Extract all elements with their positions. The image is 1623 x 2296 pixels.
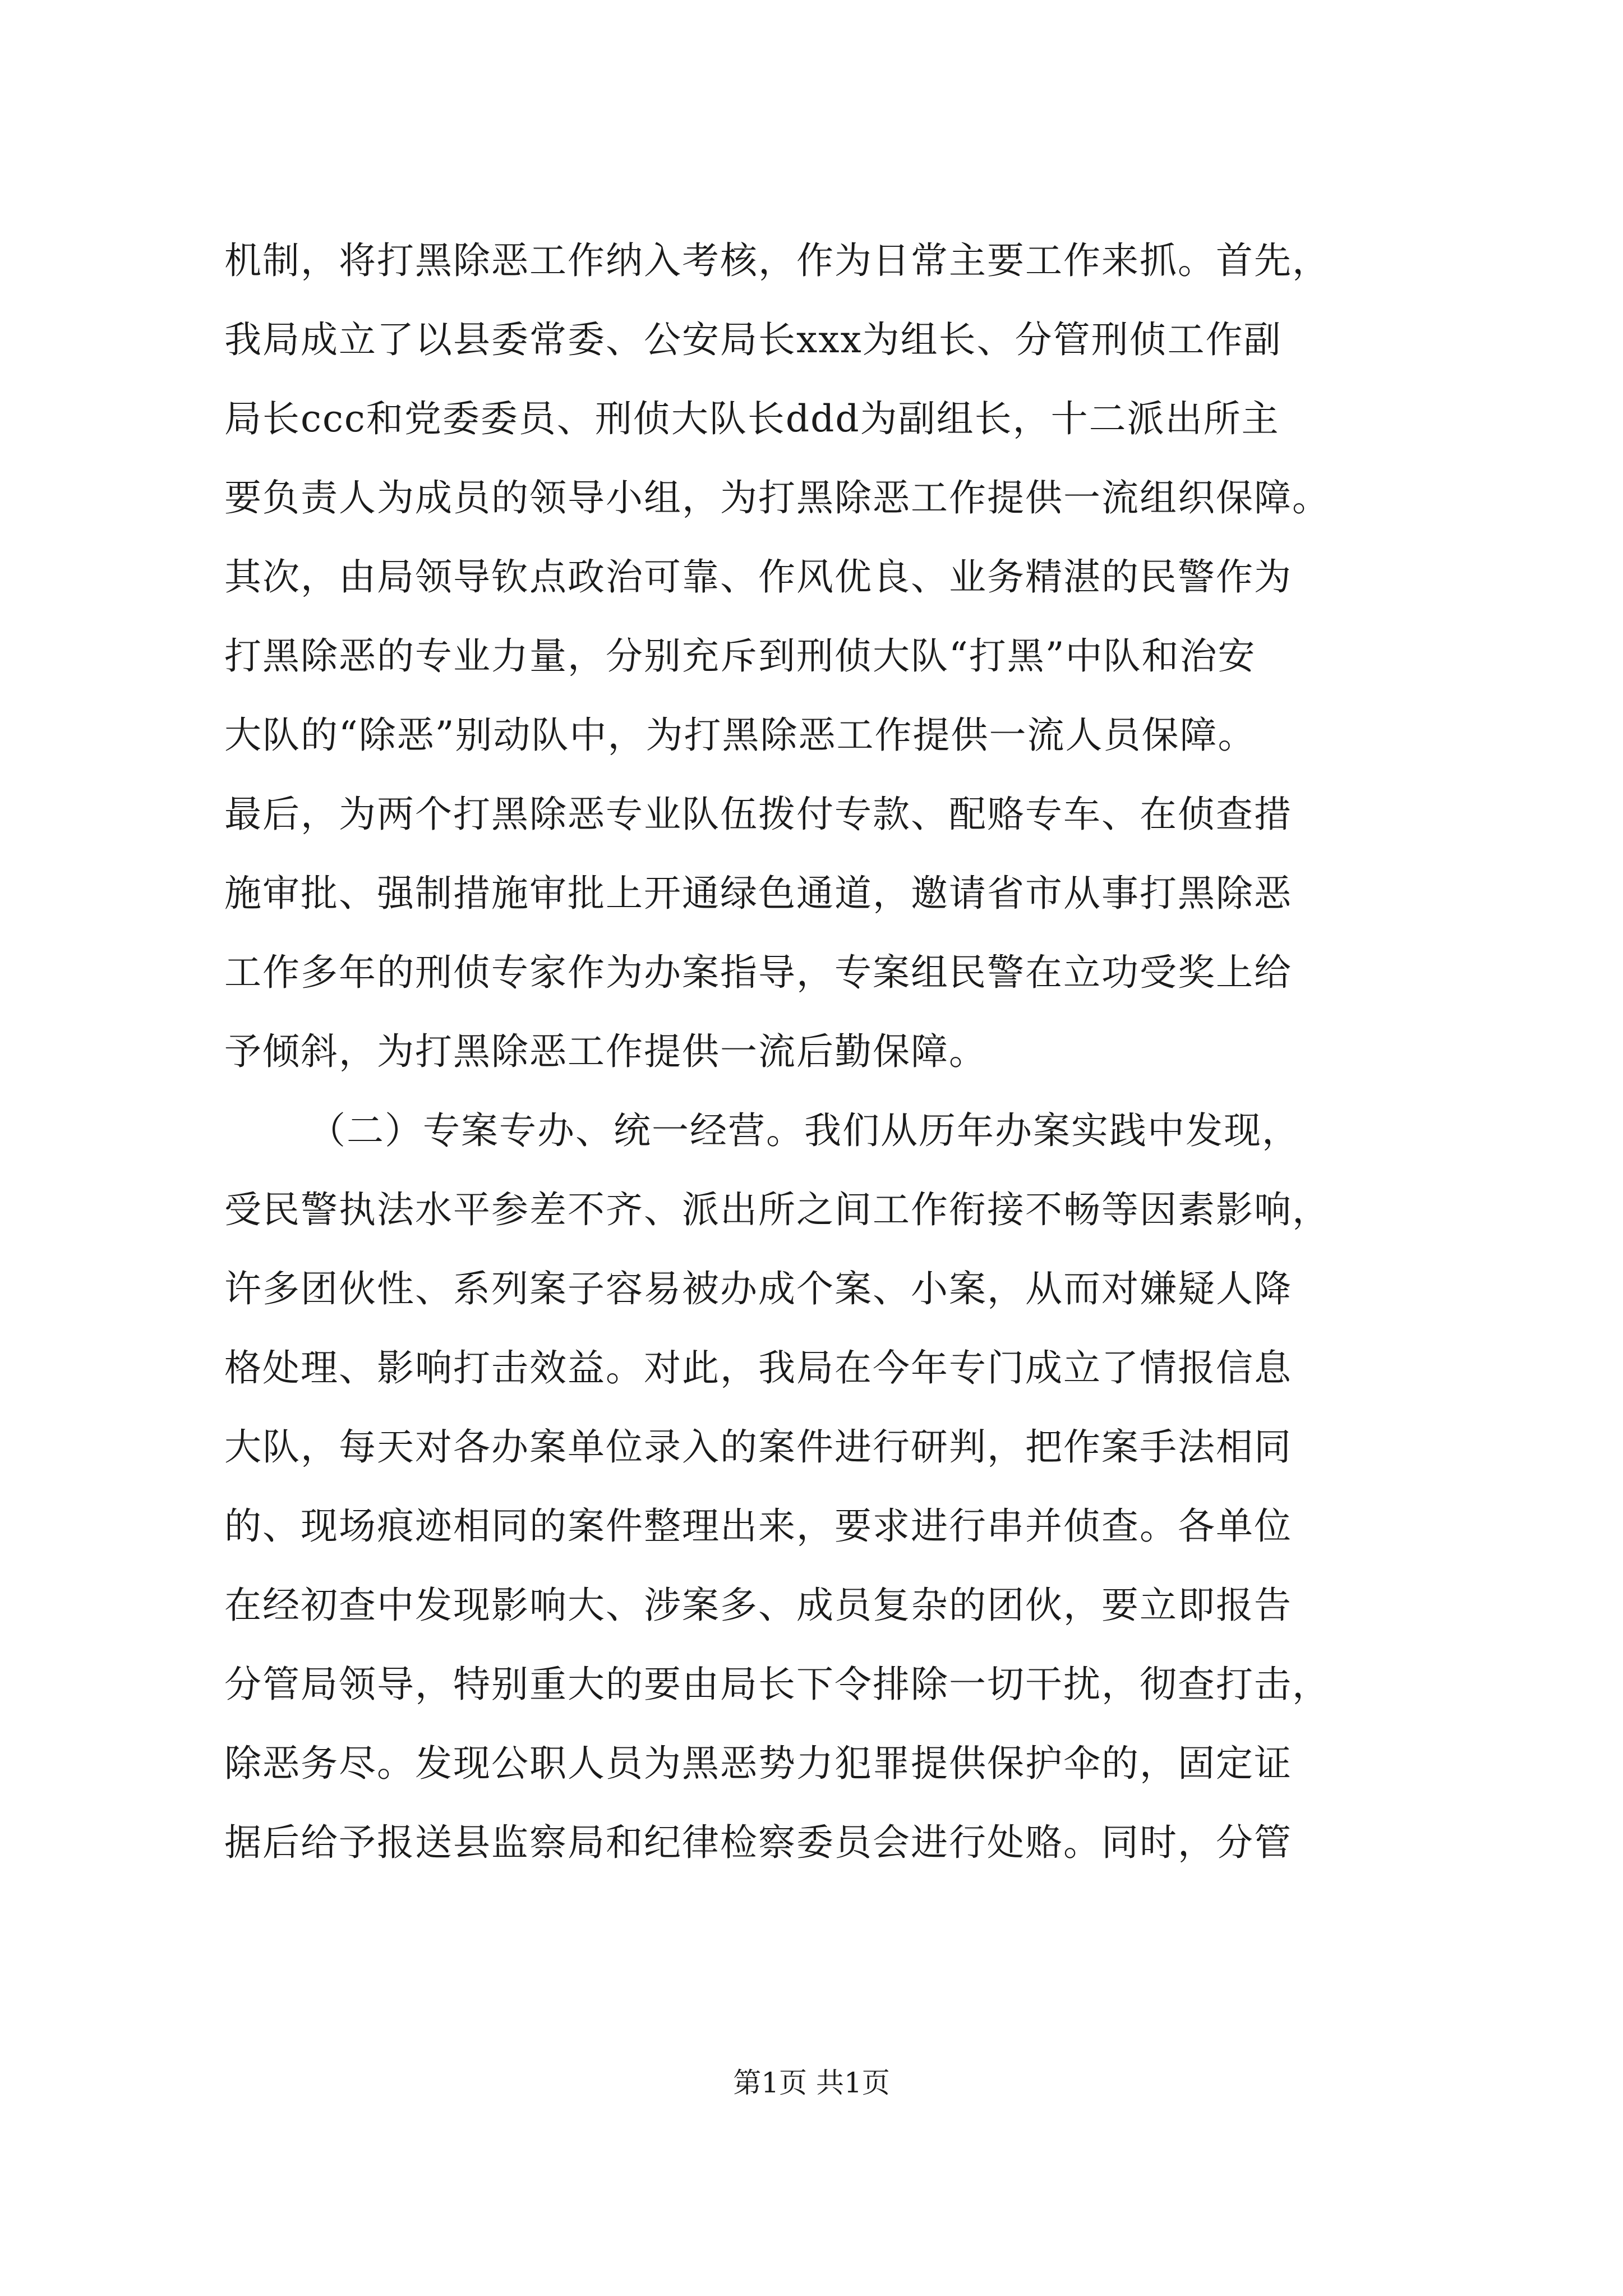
body-line: 许多团伙性、系列案子容易被办成个案、小案，从而对嫌疑人降 (224, 1267, 1292, 1310)
body-line: 最后，为两个打黑除恶专业队伍拨付专款、配赂专车、在侦查措 (224, 793, 1292, 836)
body-line: 工作多年的刑侦专家作为办案指导，专案组民警在立功受奖上给 (224, 951, 1292, 994)
body-line: 予倾斜，为打黑除恶工作提供一流后勤保障。 (224, 1030, 987, 1073)
body-line: 其次，由局领导钦点政治可靠、作风优良、业务精湛的民警作为 (224, 555, 1292, 599)
body-line: 分管局领导，特别重大的要由局长下令排除一切干扰，彻查打击， (224, 1663, 1330, 1706)
body-line: 受民警执法水平参差不齐、派出所之间工作衔接不畅等因素影响， (224, 1188, 1330, 1231)
body-line: 要负责人为成员的领导小组，为打黑除恶工作提供一流组织保障。 (224, 476, 1330, 519)
body-line: 大队，每天对各办案单位录入的案件进行研判，把作案手法相同 (224, 1425, 1292, 1469)
body-line: 除恶务尽。发现公职人员为黑恶势力犯罪提供保护伞的，固定证 (224, 1742, 1292, 1785)
body-line: 的、现场痕迹相同的案件整理出来，要求进行串并侦查。各单位 (224, 1504, 1292, 1548)
body-line: 机制，将打黑除恶工作纳入考核，作为日常主要工作来抓。首先， (224, 239, 1330, 282)
body-line: 局长ccc和党委委员、刑侦大队长ddd为副组长，十二派出所主 (224, 397, 1280, 440)
body-line: 打黑除恶的专业力量，分别充斥到刑侦大队“打黑”中队和治安 (224, 634, 1256, 678)
body-line: 在经初查中发现影响大、涉案多、成员复杂的团伙，要立即报告 (224, 1584, 1292, 1627)
page-footer: 第1页 共1页 (733, 2067, 890, 2099)
body-line: 格处理、影响打击效益。对此，我局在今年专门成立了情报信息 (224, 1346, 1292, 1389)
body-line: 据后给予报送县监察局和纪律检察委员会进行处赂。同时，分管 (224, 1821, 1292, 1864)
body-line: 我局成立了以县委常委、公安局长xxx为组长、分管刑侦工作副 (224, 318, 1282, 361)
section-heading-line: （二）专案专办、统一经营。我们从历年办案实践中发现， (308, 1109, 1300, 1152)
body-line: 施审批、强制措施审批上开通绿色通道，邀请省市从事打黑除恶 (224, 872, 1292, 915)
body-line: 大队的“除恶”别动队中，为打黑除恶工作提供一流人员保障。 (224, 714, 1256, 757)
